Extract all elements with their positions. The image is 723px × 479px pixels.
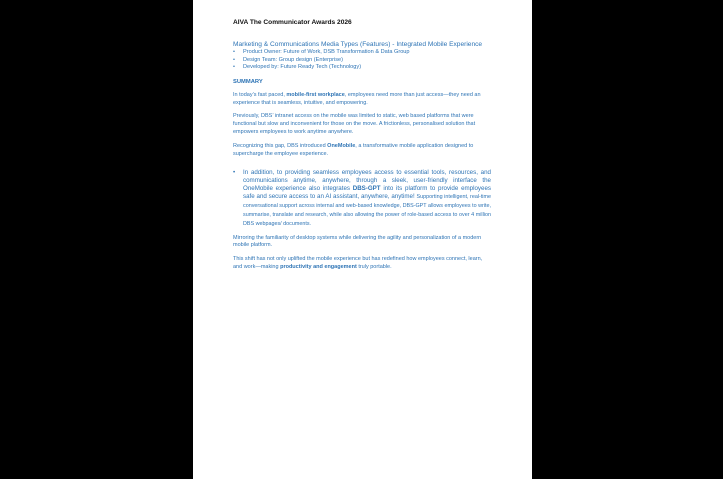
meta-item-design-team: • Design Team: Group design (Enterprise)	[233, 57, 491, 65]
bullet-mid: into its platform to provide employees safe and secure access to an AI assistant, anywhere, anytime!	[243, 185, 491, 201]
bullet-small: Supporting intelligent, real-time conversational support across internal and web-based knowledge, DBS-GPT allows employees to write, summarise, translate and research, while also allowing the power of role-based access to over 4 million DBS webpages/ documents.	[243, 194, 491, 227]
paragraph-shift-pre: This shift has not only uplifted the mobile experience but has redefined how employees connect, learn, and work—making	[233, 256, 483, 270]
paragraph-previously: Previously, DBS’ intranet access on the mobile was limited to static, web based platforms that were functional but slow and inconvenient for those on the move. A frictionless, personalised solution that empowers employees to work anytime anywhere.	[233, 113, 476, 135]
paragraph-shift-post: truly portable.	[356, 263, 392, 270]
meta-item-product-owner: • Product Owner: Future of Work, DSB Transformation & Data Group	[233, 49, 491, 57]
paragraph-intro-pre: In today’s fast paced,	[233, 91, 287, 98]
meta-item-developed-by: • Developed by: Future Ready Tech (Technology)	[233, 64, 491, 72]
paragraph-recognizing-post: , a transformative mobile application designed to supercharge the employee experience.	[233, 142, 474, 157]
paragraph-shift	[233, 256, 491, 272]
paragraph-mirroring: Mirroring the familiarity of desktop systems while delivering the agility and personalization of a modern mobile platform.	[233, 234, 482, 249]
document-page	[193, 0, 532, 479]
paragraph-intro	[233, 92, 491, 108]
bullet-onemobile	[233, 169, 491, 228]
paragraph-shift-bold: productivity and engagement	[280, 263, 357, 270]
summary-heading: SUMMARY	[233, 78, 263, 85]
meta-list	[233, 49, 491, 72]
bullet-bold: DBS-GPT	[352, 185, 381, 193]
paragraph-intro-post: , employees need more than just access—they need an experience that is seamless, intuitive, and empowering.	[233, 91, 481, 106]
document-content	[233, 19, 491, 272]
bullet-dot-icon: •	[233, 169, 236, 177]
document-title: AIVA The Communicator Awards 2026	[233, 19, 352, 26]
document-subtitle: Marketing & Communications Media Types (Features) - Integrated Mobile Experience	[233, 41, 483, 48]
bullet-pre: In addition, to providing seamless employees access to essential tools, resources, and communications anytime, anywhere, through a sleek, user-friendly interface the OneMobile experience also integrates	[243, 169, 491, 193]
paragraph-intro-bold: mobile-first workplace	[286, 91, 345, 98]
paragraph-recognizing-pre: Recognizing this gap, DBS introduced	[233, 142, 328, 149]
paragraph-recognizing-bold: OneMobile	[327, 142, 356, 149]
paragraph-recognizing	[233, 143, 491, 159]
